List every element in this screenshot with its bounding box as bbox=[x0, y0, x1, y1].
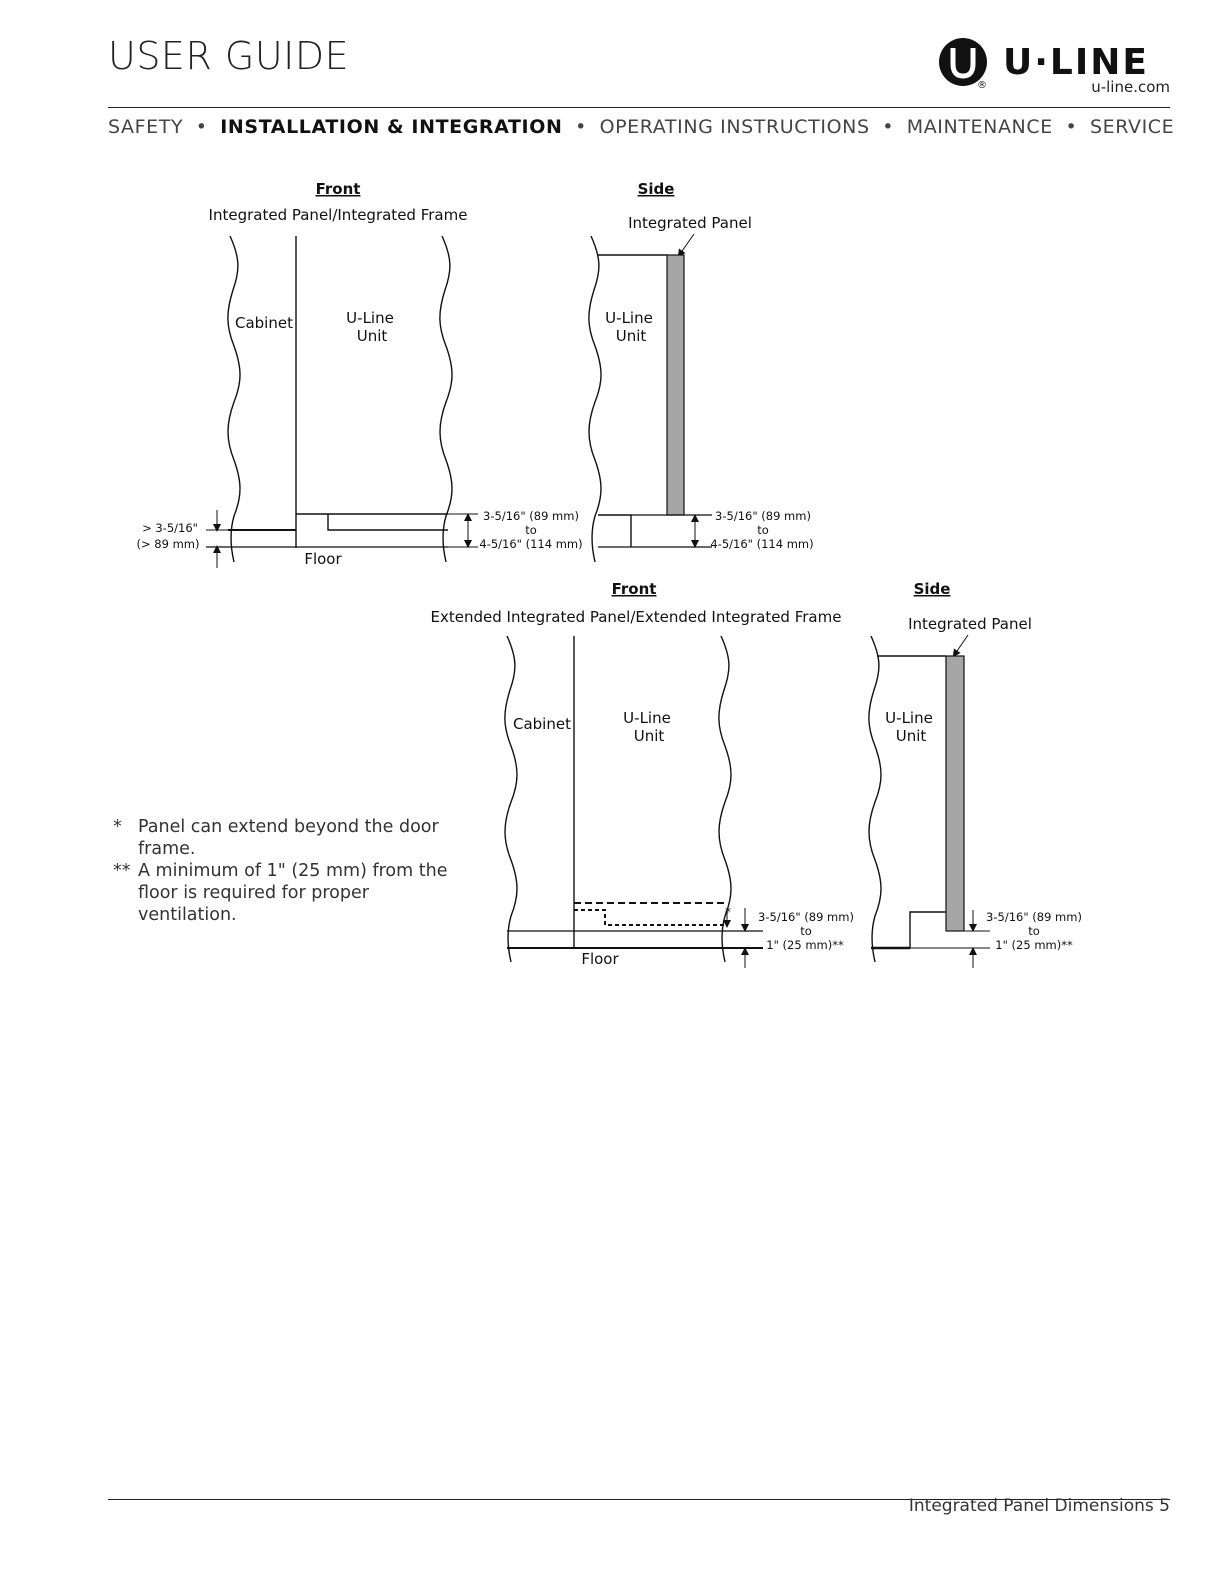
footnote-marker: * bbox=[113, 817, 122, 837]
unit-label: U-Line bbox=[623, 709, 671, 727]
toe-kick-outline bbox=[877, 912, 946, 948]
nav-item-maintenance[interactable]: MAINTENANCE bbox=[906, 116, 1053, 138]
integrated-panel bbox=[946, 656, 964, 931]
diagram1-side bbox=[589, 180, 814, 562]
panel-label: Integrated Panel bbox=[628, 214, 752, 232]
dimension-label: 3-5/16" (89 mm) bbox=[758, 910, 854, 924]
brand-name: U·LINE bbox=[1003, 42, 1149, 83]
diagram2-front-heading: Front bbox=[611, 580, 657, 598]
unit-label: Unit bbox=[356, 327, 388, 345]
panel-label: Integrated Panel bbox=[908, 615, 1032, 633]
diagram2-front-subtitle: Extended Integrated Panel/Extended Integrated Frame bbox=[430, 608, 842, 626]
footnote bbox=[113, 816, 463, 860]
dimension-label: > 3-5/16" bbox=[142, 521, 198, 535]
dimension-label: 1" (25 mm)** bbox=[995, 938, 1073, 952]
footer-page-label: Integrated Panel Dimensions 5 bbox=[908, 1496, 1170, 1516]
nav-item-safety[interactable]: SAFETY bbox=[108, 116, 184, 138]
diagram1-front bbox=[137, 180, 583, 568]
nav-separator: • bbox=[575, 116, 587, 138]
brand-url[interactable]: u-line.com bbox=[1091, 78, 1170, 96]
unit-label: U-Line bbox=[605, 309, 653, 327]
dimension-label: to bbox=[525, 523, 537, 537]
nav-separator: • bbox=[195, 116, 208, 138]
side-break-line bbox=[869, 636, 881, 962]
nav-item-operating[interactable]: OPERATING INSTRUCTIONS bbox=[599, 116, 870, 138]
footnote-text: Panel can extend beyond the door frame. bbox=[138, 817, 439, 859]
dimension-label: to bbox=[800, 924, 812, 938]
asterisk-mark: * bbox=[725, 905, 731, 919]
dimension-label: (> 89 mm) bbox=[136, 537, 200, 551]
dimension-label: 3-5/16" (89 mm) bbox=[715, 509, 811, 523]
dimension-label: to bbox=[1028, 924, 1040, 938]
dimension-label: to bbox=[757, 523, 769, 537]
cabinet-label: Cabinet bbox=[235, 314, 293, 332]
diagram1-side-heading: Side bbox=[637, 180, 675, 198]
panel-leader-arrow bbox=[955, 635, 968, 654]
side-break-line bbox=[589, 236, 601, 562]
toe-kick-outline bbox=[598, 515, 631, 547]
diagram1-front-heading: Front bbox=[315, 180, 361, 198]
floor-label: Floor bbox=[581, 950, 619, 968]
footnote bbox=[113, 860, 463, 926]
toe-kick-outline bbox=[328, 514, 448, 530]
nav-item-service[interactable]: SERVICE bbox=[1089, 116, 1175, 138]
nav-separator: • bbox=[1065, 116, 1078, 138]
unit-break-line bbox=[440, 236, 452, 562]
registered-mark: ® bbox=[977, 80, 987, 91]
unit-label: U-Line bbox=[885, 709, 933, 727]
diagram2-side bbox=[869, 580, 1082, 968]
footnotes bbox=[113, 816, 463, 926]
dimension-label: 3-5/16" (89 mm) bbox=[986, 910, 1082, 924]
dimension-label: 4-5/16" (114 mm) bbox=[710, 537, 814, 551]
document-title: USER GUIDE bbox=[108, 34, 350, 78]
dimension-label: 3-5/16" (89 mm) bbox=[483, 509, 579, 523]
cabinet-label: Cabinet bbox=[513, 715, 571, 733]
nav-separator: • bbox=[882, 116, 895, 138]
integrated-panel bbox=[667, 255, 684, 515]
cabinet-break-line bbox=[505, 636, 517, 962]
dimension-label: 4-5/16" (114 mm) bbox=[479, 537, 583, 551]
floor-label: Floor bbox=[304, 550, 342, 568]
panel-leader-arrow bbox=[680, 234, 694, 254]
footnote-marker: ** bbox=[113, 861, 131, 881]
unit-label: Unit bbox=[615, 327, 647, 345]
unit-label: U-Line bbox=[346, 309, 394, 327]
diagram1-front-subtitle: Integrated Panel/Integrated Frame bbox=[208, 206, 468, 224]
nav-item-installation[interactable]: INSTALLATION & INTEGRATION bbox=[220, 116, 563, 138]
diagram2-front bbox=[431, 580, 854, 968]
cabinet-break-line bbox=[228, 236, 240, 562]
diagram2-side-heading: Side bbox=[913, 580, 951, 598]
unit-label: Unit bbox=[895, 727, 927, 745]
footnote-text: A minimum of 1" (25 mm) from the floor is required for proper ventilation. bbox=[138, 861, 448, 925]
dimension-label: 1" (25 mm)** bbox=[766, 938, 844, 952]
unit-label: Unit bbox=[633, 727, 665, 745]
extended-toe-kick bbox=[574, 910, 725, 925]
